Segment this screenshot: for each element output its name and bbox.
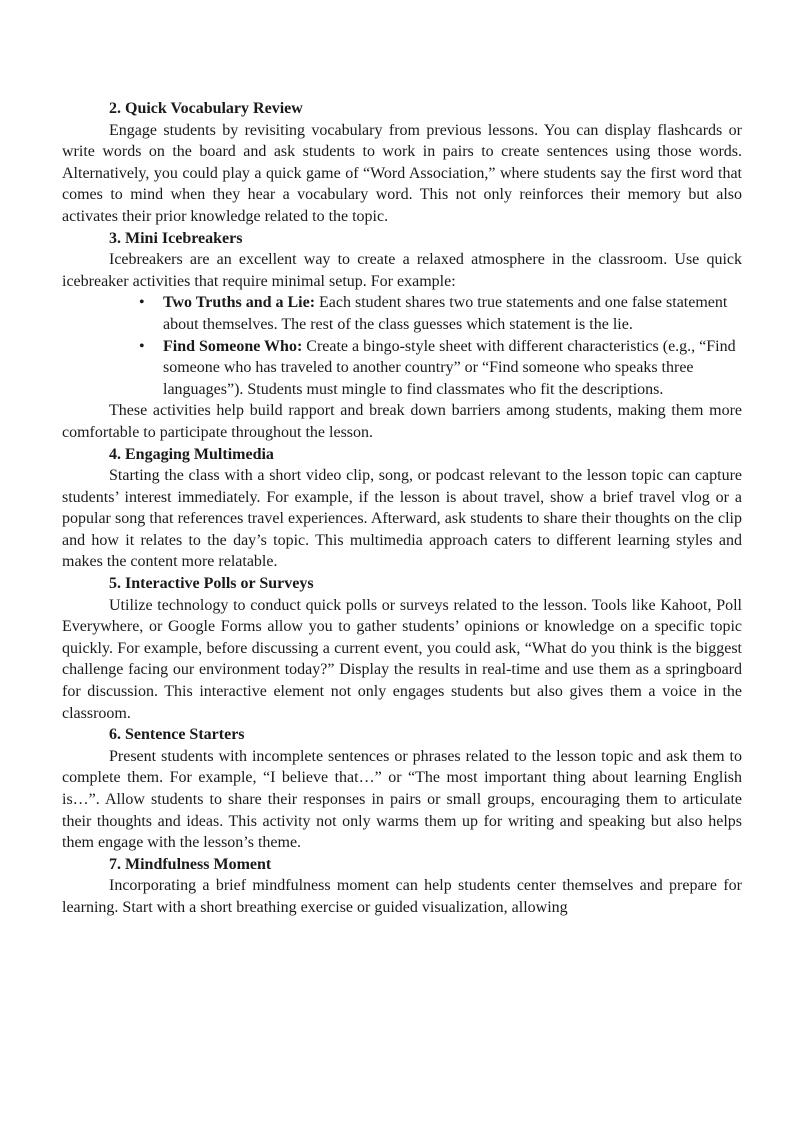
list-item-text: Create a bingo-style sheet with different characteristics (e.g., “Find someone who has traveled to another country” or “Find someone who speaks three languages”). Students must mingle to find classmates who fit the descriptions.: [163, 337, 736, 398]
section-paragraph: Utilize technology to conduct quick polls or surveys related to the lesson. Tools like Kahoot, Poll Everywhere, or Google Forms allow you to gather students’ opinions or knowledge on a specific topic quickly. For example, before discussing a current event, you could ask, “What do you think is the biggest challenge facing our environment today?” Display the results in real-time and use them as a springboard for discussion. This interactive element not only engages students but also gives them a voice in the classroom.: [62, 596, 742, 722]
list-item-term: Find Someone Who:: [163, 337, 303, 355]
section-heading-quick-vocabulary-review: 2. Quick Vocabulary Review: [109, 100, 303, 117]
section-heading-mindfulness-moment: 7. Mindfulness Moment: [109, 855, 272, 873]
list-item: [139, 336, 742, 401]
section-paragraph: Starting the class with a short video clip, song, or podcast relevant to the lesson topic can capture students’ interest immediately. For example, if the lesson is about travel, show a brief travel vlog or a popular song that references travel experiences. Afterward, ask students to share their thoughts on the clip and how it relates to the day’s topic. This multimedia approach caters to different learning styles and makes the content more relatable.: [62, 467, 742, 571]
section-paragraph: Incorporating a brief mindfulness moment can help students center themselves and prepare for learning. Start with a short breathing exercise or guided visualization, allowing: [62, 877, 742, 916]
bullet-icon: •: [139, 337, 145, 355]
icebreaker-list: [62, 292, 742, 400]
bullet-icon: •: [139, 294, 145, 312]
section-paragraph: Present students with incomplete sentences or phrases related to the lesson topic and ask them to complete them. For example, “I believe that…” or “The most important thing about learning English is…”. Allow students to share their responses in pairs or small groups, encouraging them to articulate their thoughts and ideas. This activity not only warms them up for writing and speaking but also helps them engage with the lesson’s theme.: [62, 747, 742, 852]
list-item-term: Two Truths and a Lie:: [163, 294, 316, 312]
document-page: [62, 98, 742, 919]
section-heading-interactive-polls: 5. Interactive Polls or Surveys: [109, 575, 314, 593]
list-item: [139, 292, 742, 335]
section-heading-mini-icebreakers: 3. Mini Icebreakers: [109, 229, 243, 247]
section-heading-sentence-starters: 6. Sentence Starters: [109, 726, 245, 744]
section-heading-engaging-multimedia: 4. Engaging Multimedia: [109, 445, 274, 463]
section-intro: Icebreakers are an excellent way to create a relaxed atmosphere in the classroom. Use quick icebreaker activities that require minimal setup. For example:: [62, 251, 742, 290]
list-item-text: Each student shares two true statements and one false statement about themselves. The rest of the class guesses which statement is the lie.: [163, 294, 728, 333]
section-outro: These activities help build rapport and break down barriers among students, making them more comfortable to participate throughout the lesson.: [62, 402, 742, 441]
section-paragraph: Engage students by revisiting vocabulary from previous lessons. You can display flashcards or write words on the board and ask students to work in pairs to create sentences using those words. Alternatively, you could play a quick game of “Word Association,” where students say the first word that comes to mind when they hear a vocabulary word. This not only reinforces their memory but also activates their prior knowledge related to the topic.: [62, 121, 742, 225]
